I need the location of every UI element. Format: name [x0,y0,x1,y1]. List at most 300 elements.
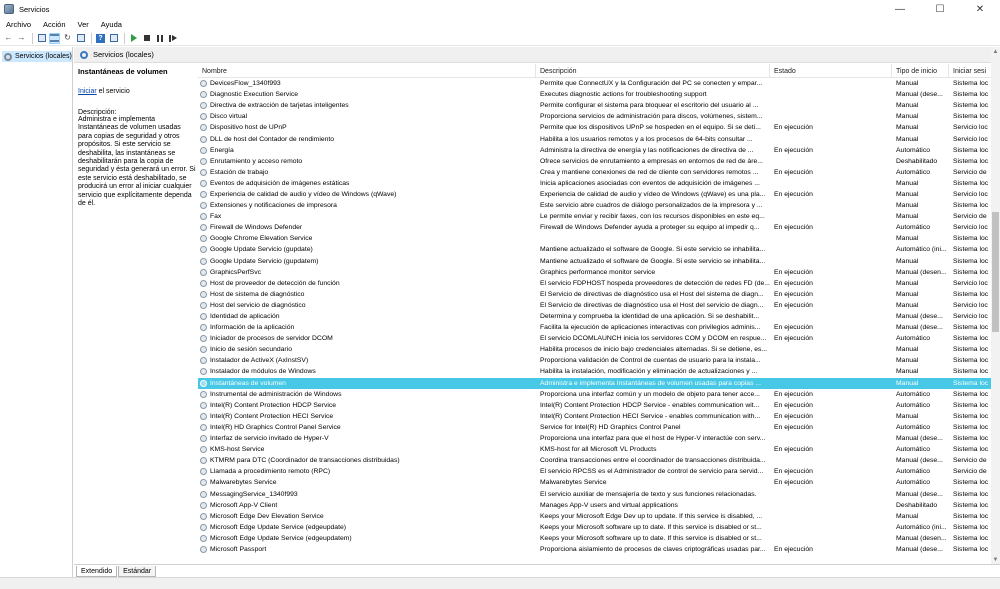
table-row[interactable] [198,289,1000,300]
cell-text: Iniciador de procesos de servidor DCOM [210,335,333,343]
maximize-button[interactable]: ☐ [935,3,945,15]
scroll-up-icon[interactable]: ▲ [992,48,999,55]
column-header-log-on-as[interactable]: Iniciar sesi [949,64,1000,78]
service-startup-type [892,300,949,311]
service-description [536,488,770,499]
service-description [536,178,770,189]
toolbar-divider [124,33,125,44]
table-row[interactable] [198,256,1000,267]
service-state [770,511,892,522]
cell-text: Firewall de Windows Defender ayuda a proteger su equipo al impedir q... [540,224,760,232]
cell-text: Directiva de extracción de tarjetas inteligentes [210,102,349,110]
cell-text: Manual (desen... [896,534,947,542]
service-state [770,100,892,111]
vertical-scrollbar[interactable] [991,47,1000,564]
service-state [770,522,892,533]
service-description [536,522,770,533]
cell-text: Energía [210,146,234,154]
stop-icon[interactable] [141,33,152,44]
cell-text: Manual (dese... [896,457,943,465]
column-header-label: Nombre [202,67,227,75]
cell-text: Sistema loc [953,501,989,509]
cell-text: Mantiene actualizado el software de Google. Si este servicio se inhabilita... [540,246,766,254]
table-row[interactable] [198,444,1000,455]
services-app-icon [4,4,14,14]
service-name [198,344,536,355]
service-startup-type [892,256,949,267]
details-view-icon[interactable] [49,33,60,44]
cell-text: Ofrece servicios de enrutamiento a empresas en entornos de red de áre... [540,157,763,165]
table-row[interactable] [198,466,1000,477]
service-description [536,411,770,422]
cell-text: Automático [896,479,931,487]
table-row[interactable] [198,544,1000,555]
gear-icon [200,346,207,353]
status-bar [0,577,1000,589]
table-row[interactable] [198,100,1000,111]
cell-text: Diagnostic Execution Service [210,91,299,99]
service-startup-type [892,244,949,255]
cell-text: Manual [896,368,919,376]
cell-text: Sistema loc [953,80,989,88]
service-state [770,211,892,222]
cell-text: En ejecución [774,545,813,553]
table-row[interactable] [198,411,1000,422]
service-description [536,366,770,377]
cell-text: Servicio de [953,468,987,476]
cell-text: Automático [896,468,931,476]
table-row[interactable] [198,533,1000,544]
cell-text: Intel(R) Content Protection HECI Service [210,412,334,420]
list-header [198,64,1000,78]
table-row[interactable] [198,511,1000,522]
service-state [770,422,892,433]
service-state [770,488,892,499]
cell-text: Sistema loc [953,113,989,121]
selected-service-title: Instantáneas de volumen [78,67,168,76]
table-row[interactable] [198,200,1000,211]
gear-icon [200,357,207,364]
services-list [198,64,1000,561]
service-name [198,89,536,100]
service-startup-type [892,133,949,144]
cell-text: Servicio de [953,168,987,176]
cell-text: Determina y comprueba la identidad de una aplicación. Si se deshabilit... [540,313,760,321]
cell-text: En ejecución [774,224,813,232]
service-name [198,389,536,400]
service-name [198,267,536,278]
cell-text: Servicio loc [953,224,988,232]
cell-text: Sistema loc [953,545,989,553]
cell-text: KTMRM para DTC (Coordinador de transacciones distribuidas) [210,457,400,465]
service-name [198,488,536,499]
gear-icon [200,280,207,287]
cell-text: Servicio loc [953,279,988,287]
service-description [536,455,770,466]
cell-text: Manual [896,135,919,143]
service-startup-type [892,167,949,178]
menu-archivo[interactable]: Archivo [6,20,32,29]
service-state [770,311,892,322]
cell-text: Sistema loc [953,335,989,343]
service-startup-type [892,156,949,167]
gear-icon [200,147,207,154]
service-startup-type [892,389,949,400]
cell-text: Automático [896,423,931,431]
table-row[interactable] [198,156,1000,167]
gear-icon [200,91,207,98]
gear-icon [200,435,207,442]
cell-text: El servicio DCOMLAUNCH inicia los servidores COM y DCOM en respue... [540,335,767,343]
service-name [198,289,536,300]
gear-icon [200,479,207,486]
action-row [78,88,196,95]
service-description [536,89,770,100]
service-description [536,344,770,355]
cell-text: Facilita la ejecución de aplicaciones interactivas con privilegios adminis... [540,324,761,332]
cell-text: Manual [896,113,919,121]
table-row[interactable] [198,133,1000,144]
service-startup-type [892,311,949,322]
table-row[interactable] [198,433,1000,444]
service-state [770,89,892,100]
cell-text: Servicio loc [953,190,988,198]
cell-text: En ejecución [774,290,813,298]
table-row[interactable] [198,455,1000,466]
service-startup-type [892,477,949,488]
service-startup-type [892,366,949,377]
minimize-button[interactable]: — [895,3,905,15]
cell-text: En ejecución [774,279,813,287]
column-header-startup-type[interactable]: Tipo de inicio [892,64,949,78]
service-name [198,178,536,189]
service-startup-type [892,400,949,411]
service-description [536,278,770,289]
service-description [536,233,770,244]
gear-icon [200,546,207,553]
cell-text: Sistema loc [953,91,989,99]
service-state [770,256,892,267]
service-name [198,544,536,555]
service-description [536,533,770,544]
service-state [770,278,892,289]
cell-text: Sistema loc [953,446,989,454]
service-description [536,189,770,200]
cell-text: Automático [896,146,931,154]
service-state [770,533,892,544]
service-name [198,156,536,167]
cell-text: Instantáneas de volumen [210,379,286,387]
cell-text: Manual [896,301,919,309]
cell-text: Habilita la instalación, modificación y eliminación de actualizaciones y ... [540,368,758,376]
gear-icon [200,235,207,242]
table-row[interactable] [198,311,1000,322]
column-header-name[interactable] [198,64,536,78]
gear-icon [200,224,207,231]
cell-text: Manual [896,379,919,387]
table-row[interactable] [198,400,1000,411]
gear-icon [200,324,207,331]
cell-text: Manual (desen... [896,268,947,276]
cell-text: Manual [896,213,919,221]
cell-text: Google Chrome Elevation Service [210,235,313,243]
service-startup-type [892,189,949,200]
pause-icon[interactable] [154,33,165,44]
scrollbar-thumb[interactable] [992,212,999,332]
cell-text: Manual [896,290,919,298]
cell-text: Manual (dese... [896,490,943,498]
service-name [198,400,536,411]
cell-text: Sistema loc [953,479,989,487]
table-row[interactable] [198,222,1000,233]
service-startup-type [892,455,949,466]
table-row[interactable] [198,189,1000,200]
menu-bar [0,18,1000,31]
cell-text: Microsoft Edge Dev Elevation Service [210,512,324,520]
service-name [198,211,536,222]
service-state [770,145,892,156]
service-startup-type [892,78,949,89]
service-state [770,444,892,455]
cell-text: Servicio loc [953,135,988,143]
table-row[interactable] [198,378,1000,389]
cell-text: Sistema loc [953,423,989,431]
service-name [198,433,536,444]
service-state [770,222,892,233]
gear-icon [200,424,207,431]
description-label: Descripción: [78,109,117,116]
service-startup-type [892,89,949,100]
table-row[interactable] [198,122,1000,133]
export-list-icon[interactable] [75,33,86,44]
gear-icon [200,491,207,498]
cell-text: Sistema loc [953,534,989,542]
back-arrow-icon[interactable]: ← [4,33,13,42]
forward-arrow-icon[interactable]: → [17,33,26,42]
table-row[interactable] [198,422,1000,433]
cell-text: Sistema loc [953,324,989,332]
service-state [770,167,892,178]
table-row[interactable] [198,178,1000,189]
cell-text: Manual (dese... [896,545,943,553]
service-name [198,411,536,422]
menu-ayuda[interactable]: Ayuda [100,20,122,29]
cell-text: MessagingService_1340f993 [210,490,298,498]
service-startup-type [892,411,949,422]
help-icon[interactable]: ? [95,33,106,44]
cell-text: Sistema loc [953,435,989,443]
service-description [536,289,770,300]
table-row[interactable] [198,477,1000,488]
cell-text: Intel(R) Content Protection HDCP Service [210,401,337,409]
cell-text: Administra e implementa Instantáneas de volumen usadas para copias ... [540,379,762,387]
gear-icon [200,258,207,265]
table-row[interactable] [198,366,1000,377]
table-row[interactable] [198,333,1000,344]
cell-text: Host de sistema de diagnóstico [210,290,305,298]
column-header-state[interactable]: Estado [770,64,892,78]
table-row[interactable] [198,344,1000,355]
cell-text: Automático [896,335,931,343]
cell-text: El servicio auxiliar de mensajería de texto y sus funciones relacionadas. [540,490,757,498]
cell-text: Automático [896,446,931,454]
cell-text: Manages App-V users and virtual applications [540,501,678,509]
service-name [198,244,536,255]
gear-icon [200,202,207,209]
service-description [536,167,770,178]
service-state [770,133,892,144]
table-row[interactable] [198,278,1000,289]
service-startup-type [892,267,949,278]
start-service-link[interactable]: Iniciar [78,88,97,95]
restart-icon[interactable] [167,33,178,44]
service-startup-type [892,378,949,389]
cell-text: Google Update Servicio (gupdate) [210,246,313,254]
service-name [198,111,536,122]
table-row[interactable] [198,522,1000,533]
cell-text: Información de la aplicación [210,324,295,332]
service-name [198,322,536,333]
gear-icon [200,457,207,464]
gear-icon [200,413,207,420]
cell-text: En ejecución [774,479,813,487]
service-state [770,411,892,422]
gear-icon [200,524,207,531]
service-startup-type [892,522,949,533]
cell-text: Sistema loc [953,179,989,187]
table-row[interactable] [198,78,1000,89]
tree-item-servicios-locales[interactable] [2,51,72,62]
menu-ver[interactable]: Ver [77,20,89,29]
cell-text: Proporciona servicios de administración para discos, volúmenes, sistem... [540,113,763,121]
table-row[interactable] [198,300,1000,311]
cell-text: Proporciona una interfaz para que el host de Hyper-V interactúe con serv... [540,435,766,443]
table-row[interactable] [198,111,1000,122]
cell-text: En ejecución [774,168,813,176]
cell-text: Keeps your Microsoft Edge Dev up to update. If this service is disabled, ... [540,512,763,520]
cell-text: Automático [896,224,931,232]
gear-icon [200,191,207,198]
table-row[interactable] [198,89,1000,100]
services-rows [198,78,1000,555]
service-name [198,466,536,477]
cell-text: KMS-host Service [210,446,265,454]
service-state [770,156,892,167]
cell-text: Administra la directiva de energía y las notificaciones de directiva de ... [540,146,754,154]
service-description [536,78,770,89]
table-row[interactable] [198,267,1000,278]
cell-text: Malwarebytes Service [210,479,277,487]
view-tabs [74,564,1000,577]
cell-text: El Servicio de directivas de diagnóstico usa el Host del servicio de diagn... [540,301,764,309]
content-title: Servicios (locales) [93,50,154,59]
service-startup-type [892,355,949,366]
cell-text: Manual [896,102,919,110]
close-button[interactable]: ✕ [975,3,985,15]
table-row[interactable] [198,244,1000,255]
service-state [770,477,892,488]
service-name [198,333,536,344]
cell-text: Manual (dese... [896,324,943,332]
cell-text: Interfaz de servicio invitado de Hyper-V [210,435,329,443]
gear-icon [200,213,207,220]
table-row[interactable] [198,322,1000,333]
service-state [770,178,892,189]
cell-text: Manual [896,235,919,243]
service-state [770,111,892,122]
tab-extendido[interactable]: Extendido [76,566,117,577]
table-row[interactable] [198,211,1000,222]
cell-text: Keeps your Microsoft software up to date. If this service is disabled or st... [540,523,762,531]
table-row[interactable] [198,145,1000,156]
cell-text: DevicesFlow_1340f993 [210,80,281,88]
cell-text: Deshabilitado [896,157,938,165]
table-row[interactable] [198,233,1000,244]
cell-text: DLL de host del Contador de rendimiento [210,135,335,143]
service-name [198,278,536,289]
console-tree-icon[interactable] [36,33,47,44]
console-tree [0,47,73,577]
cell-text: Sistema loc [953,357,989,365]
cell-text: Manual [896,202,919,210]
service-startup-type [892,422,949,433]
gear-icon [200,124,207,131]
table-row[interactable] [198,389,1000,400]
properties-icon[interactable] [108,33,119,44]
cell-text: Microsoft Passport [210,545,267,553]
cell-text: Sistema loc [953,146,989,154]
service-description [536,511,770,522]
service-name [198,422,536,433]
cell-text: Manual [896,412,919,420]
service-description [536,133,770,144]
table-row[interactable] [198,488,1000,499]
column-header-description[interactable]: Descripción [536,64,770,78]
cell-text: Habilita a los usuarios remotos y a los procesos de 64-bits consultar ... [540,135,753,143]
tab-estandar[interactable]: Estándar [118,566,156,577]
table-row[interactable] [198,500,1000,511]
service-state [770,300,892,311]
cell-text: Sistema loc [953,157,989,165]
service-name [198,355,536,366]
cell-text: Manual (dese... [896,91,943,99]
service-description [536,244,770,255]
menu-accion[interactable]: Acción [43,20,66,29]
service-name [198,167,536,178]
gear-icon [200,136,207,143]
cell-text: Servicio loc [953,301,988,309]
cell-text: Servicio loc [953,313,988,321]
service-description [536,355,770,366]
table-row[interactable] [198,355,1000,366]
service-name [198,133,536,144]
service-state [770,122,892,133]
start-icon[interactable] [128,33,139,44]
cell-text: Manual [896,512,919,520]
cell-text: El servicio FDPHOST hospeda proveedores de detección de redes FD (de... [540,279,770,287]
cell-text: En ejecución [774,390,813,398]
scroll-down-icon[interactable]: ▼ [992,556,999,563]
service-startup-type [892,200,949,211]
refresh-icon[interactable]: ↻ [64,33,71,42]
service-state [770,500,892,511]
cell-text: Microsoft Edge Update Service (edgeupdatem) [210,534,352,542]
table-row[interactable] [198,167,1000,178]
cell-text: Manual [896,257,919,265]
gear-icon [200,402,207,409]
search-icon [80,51,88,59]
cell-text: Servicio de [953,213,987,221]
